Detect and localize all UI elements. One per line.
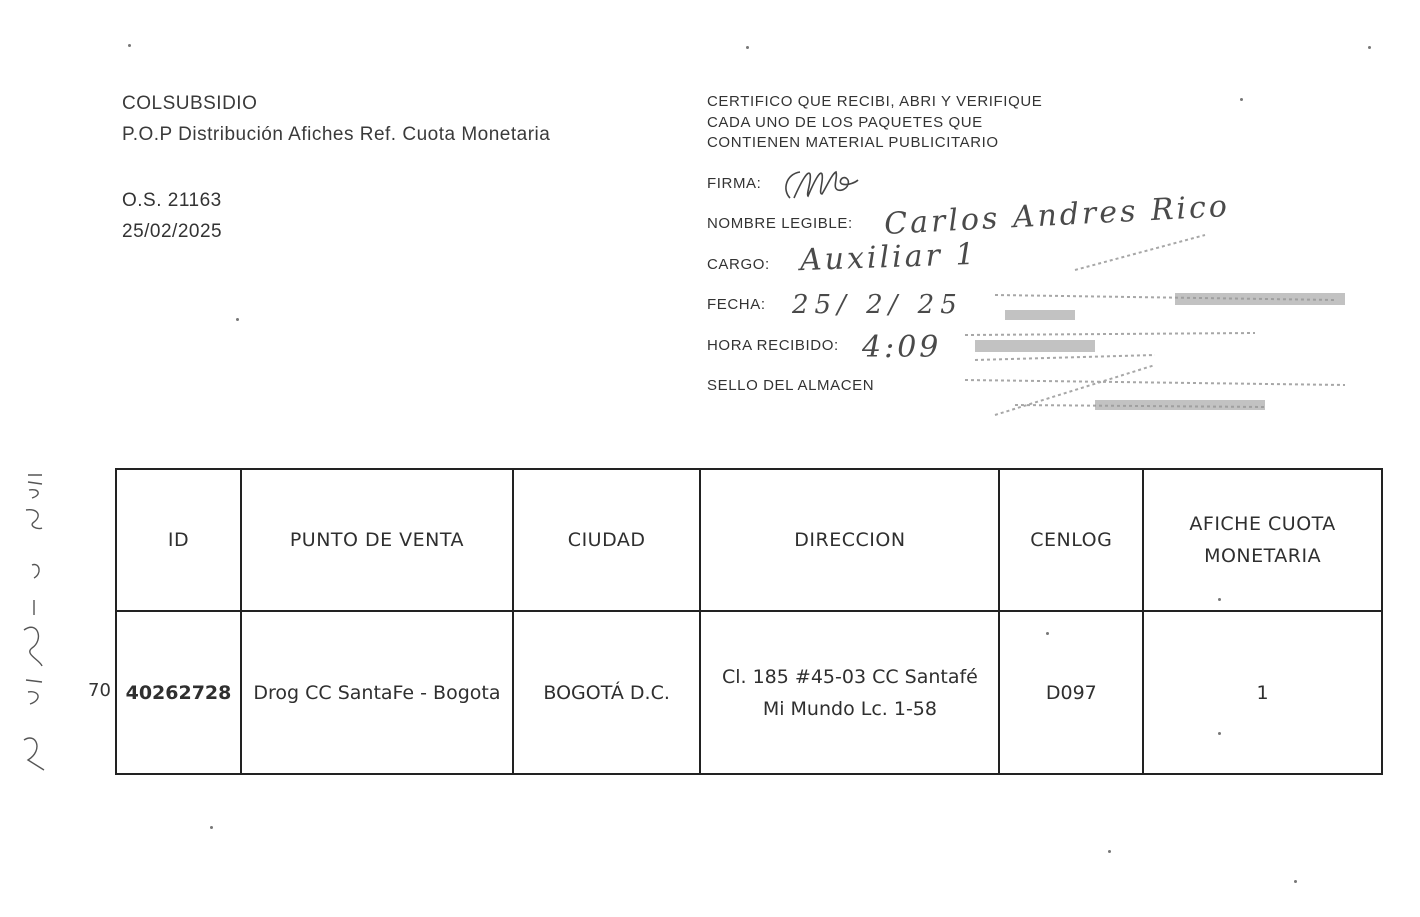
scan-speck xyxy=(236,318,239,321)
cert-line: CONTIENEN MATERIAL PUBLICITARIO xyxy=(707,134,999,151)
cell-ciudad: BOGOTÁ D.C. xyxy=(513,611,700,774)
cell-direccion: Cl. 185 #45-03 CC Santafé Mi Mundo Lc. 1-58 xyxy=(700,611,999,774)
cargo-handwritten: Auxiliar 1 xyxy=(799,236,979,279)
distribution-table xyxy=(115,468,1383,775)
column-header-punto-de-venta: PUNTO DE VENTA xyxy=(241,469,513,611)
cell-afiche: 1 xyxy=(1143,611,1382,774)
scan-speck xyxy=(128,44,131,47)
fecha-handwritten: 25/ 2/ 25 xyxy=(792,290,963,320)
scan-speck xyxy=(1368,46,1371,49)
sello-label: SELLO DEL ALMACEN xyxy=(707,377,875,394)
cell-cenlog: D097 xyxy=(999,611,1143,774)
cert-line: CADA UNO DE LOS PAQUETES QUE xyxy=(707,113,983,131)
cell-punto-de-venta: Drog CC SantaFe - Bogota xyxy=(241,611,513,774)
warehouse-stamp xyxy=(955,215,1355,425)
row-index: 70 xyxy=(88,680,111,701)
column-header-cenlog: CENLOG xyxy=(999,469,1143,611)
side-annotation xyxy=(14,470,54,780)
table-row xyxy=(116,611,1382,774)
scan-speck xyxy=(1294,880,1297,883)
scan-speck xyxy=(210,826,213,829)
scan-speck xyxy=(1218,732,1221,735)
order-number: O.S. 21163 xyxy=(122,190,222,211)
company-name: COLSUBSIDIO xyxy=(122,93,258,114)
order-date: 25/02/2025 xyxy=(122,221,223,242)
hora-label: HORA RECIBIDO: xyxy=(707,337,839,354)
nombre-handwritten: Carlos Andres Rico xyxy=(883,188,1231,243)
hora-handwritten: 4:09 xyxy=(862,330,942,365)
column-header-afiche: AFICHE CUOTA MONETARIA xyxy=(1143,469,1382,611)
scan-speck xyxy=(1218,598,1221,601)
column-header-direccion: DIRECCION xyxy=(700,469,999,611)
header-block xyxy=(122,90,550,152)
table-header-row xyxy=(116,469,1382,611)
scan-speck xyxy=(746,46,749,49)
document-subtitle: P.O.P Distribución Afiches Ref. Cuota Monetaria xyxy=(122,124,551,145)
order-block xyxy=(122,187,222,249)
scan-speck xyxy=(1108,850,1111,853)
scan-speck xyxy=(1240,98,1243,101)
cert-line: CERTIFICO QUE RECIBI, ABRI Y VERIFIQUE xyxy=(707,93,1043,110)
nombre-label: NOMBRE LEGIBLE: xyxy=(707,215,853,232)
column-header-id: ID xyxy=(116,469,241,611)
cargo-label: CARGO: xyxy=(707,256,770,273)
fecha-label: FECHA: xyxy=(707,296,766,313)
column-header-ciudad: CIUDAD xyxy=(513,469,700,611)
signature-drawing xyxy=(772,160,867,210)
firma-label: FIRMA: xyxy=(707,175,762,192)
certification-text xyxy=(707,93,1042,155)
cell-id: 40262728 xyxy=(116,611,241,774)
scan-speck xyxy=(1046,632,1049,635)
